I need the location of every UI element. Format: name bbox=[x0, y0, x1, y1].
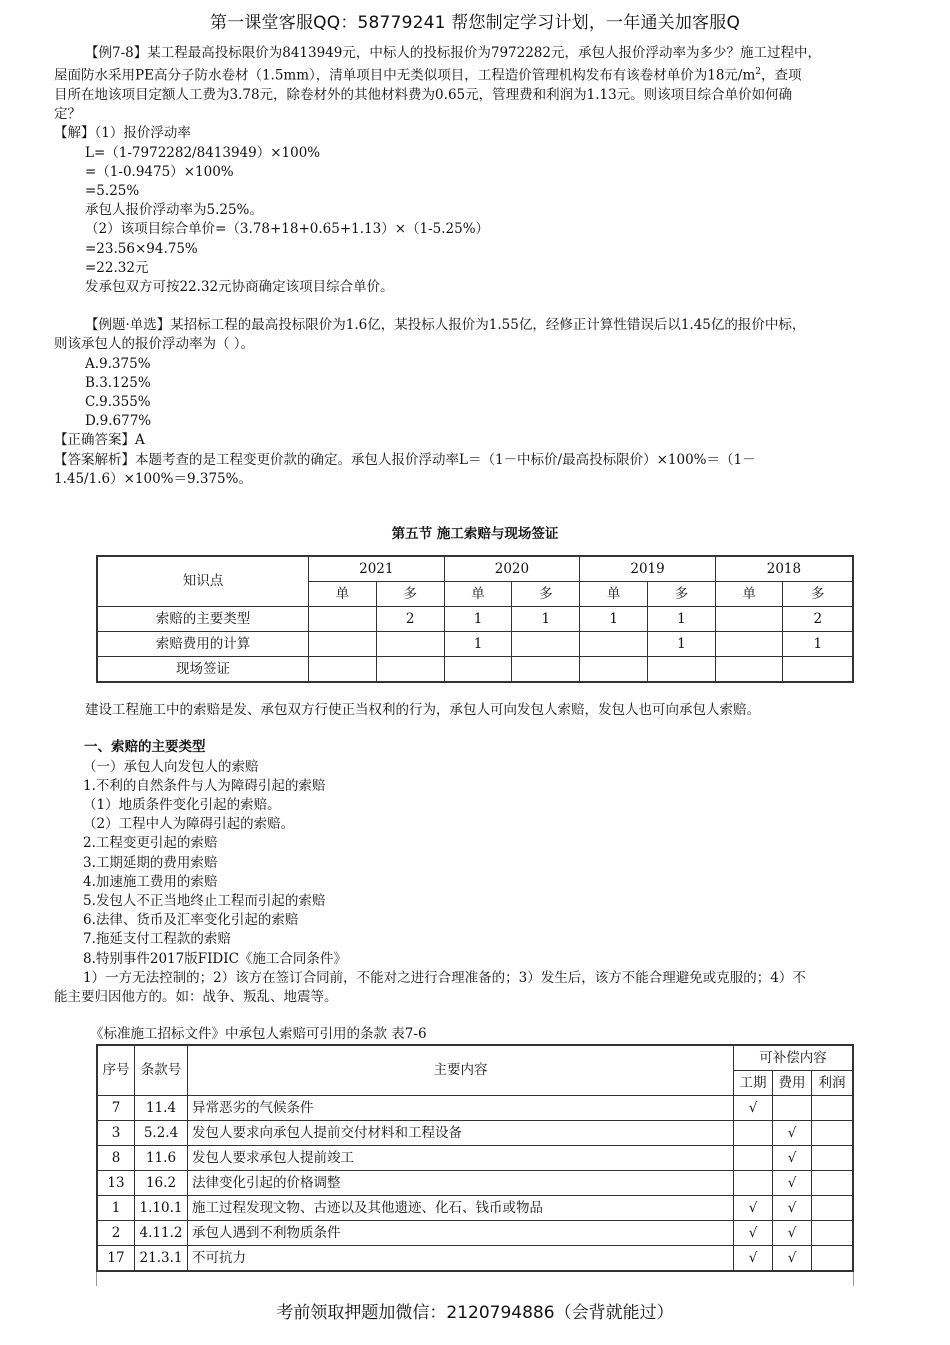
force-majeure-criteria-line1: 1）一方无法控制的；2）该方在签订合同前，不能对之进行合理准备的；3）发生后，该方不能合理避免或克服的；4）不 bbox=[83, 969, 806, 986]
table-row bbox=[97, 657, 853, 683]
table-cell bbox=[309, 632, 377, 657]
table-continuation bbox=[96, 1272, 854, 1286]
table-cell: 1 bbox=[648, 607, 716, 632]
example-7-8-question-line2: 屋面防水采用PE高分子防水卷材（1.5mm），清单项目中无类似项目，工程造价管理机构发布有该卷材单价为18元$/m^2$，查项 bbox=[54, 67, 802, 84]
cell-clause: 11.4 bbox=[135, 1096, 188, 1121]
cell-clause: 4.11.2 bbox=[135, 1221, 188, 1246]
table-row bbox=[97, 1146, 853, 1171]
cell-clause: 16.2 bbox=[135, 1171, 188, 1196]
list-item: 1.不利的自然条件与人为障碍引起的索赔 bbox=[83, 777, 326, 794]
list-item: （2）工程中人为障碍引起的索赔。 bbox=[83, 816, 295, 833]
table-row bbox=[97, 1171, 853, 1196]
solution-step: =5.25% bbox=[85, 182, 140, 199]
cell-cost: √ bbox=[773, 1121, 812, 1146]
cell-content: 异常恶劣的气候条件 bbox=[188, 1096, 734, 1121]
cell-seq: 13 bbox=[97, 1171, 135, 1196]
page-header: 第一课堂客服QQ：58779241 帮您制定学习计划，一年通关加客服Q bbox=[209, 13, 741, 33]
sub-header: 单 bbox=[444, 582, 512, 607]
sub-header: 单 bbox=[309, 582, 377, 607]
table-cell: 1 bbox=[444, 607, 512, 632]
table-cell bbox=[783, 657, 853, 683]
table-cell bbox=[715, 607, 783, 632]
cell-profit bbox=[812, 1171, 854, 1196]
list-item: 7.拖延支付工程款的索赔 bbox=[83, 931, 231, 948]
cell-clause: 1.10.1 bbox=[135, 1196, 188, 1221]
table-cell: 1 bbox=[783, 632, 853, 657]
knowledge-point-header: 知识点 bbox=[97, 556, 309, 607]
solution-heading: 【解】（1）报价浮动率 bbox=[54, 125, 191, 142]
table-cell bbox=[444, 657, 512, 683]
list-item: 8.特别事件2017版FIDIC《施工合同条件》 bbox=[83, 950, 347, 967]
table-row bbox=[97, 1196, 853, 1221]
cell-seq: 17 bbox=[97, 1246, 135, 1272]
cell-profit bbox=[812, 1221, 854, 1246]
example-7-8-question-line4: 定？ bbox=[54, 106, 81, 123]
single-choice-question-line1: 【例题·单选】某招标工程的最高投标限价为1.6亿，某投标人报价为1.55亿，经修正计算性错误后以1.45亿的报价中标， bbox=[85, 317, 806, 334]
answer-analysis-line1: 【答案解析】本题考查的是工程变更价款的确定。承包人报价浮动率L＝（1－中标价/最高投标限价）×100%＝（1－ bbox=[54, 451, 756, 468]
solution-step: （2）该项目综合单价=（3.78+18+0.65+1.13）×（1-5.25%） bbox=[85, 221, 490, 238]
single-choice-question-line2: 则该承包人的报价浮动率为（ ）。 bbox=[54, 336, 255, 353]
solution-step: =（1-0.9475）×100% bbox=[85, 163, 234, 180]
cell-time: √ bbox=[734, 1221, 773, 1246]
cell-profit bbox=[812, 1121, 854, 1146]
cell-seq: 1 bbox=[97, 1196, 135, 1221]
table-cell bbox=[376, 632, 444, 657]
header-profit: 利润 bbox=[812, 1071, 854, 1096]
header-cost: 费用 bbox=[773, 1071, 812, 1096]
cell-clause: 21.3.1 bbox=[135, 1246, 188, 1272]
list-item: 3.工期延期的费用索赔 bbox=[83, 854, 218, 871]
table-row bbox=[97, 1221, 853, 1246]
cell-profit bbox=[812, 1196, 854, 1221]
cell-time bbox=[734, 1171, 773, 1196]
sub-header: 多 bbox=[512, 582, 580, 607]
table-cell bbox=[715, 657, 783, 683]
cell-time: √ bbox=[734, 1246, 773, 1272]
option-c: C.9.355% bbox=[85, 393, 151, 410]
cell-cost: √ bbox=[773, 1146, 812, 1171]
table-cell: 2 bbox=[783, 607, 853, 632]
option-b: B.3.125% bbox=[85, 374, 151, 391]
table-row bbox=[97, 1096, 853, 1121]
document-body bbox=[54, 44, 896, 1286]
cell-content: 发包人要求承包人提前竣工 bbox=[188, 1146, 734, 1171]
cell-clause: 5.2.4 bbox=[135, 1121, 188, 1146]
sub-header: 单 bbox=[715, 582, 783, 607]
example-7-8-question-line1: 【例7-8】某工程最高投标限价为8413949元，中标人的投标报价为7972282元，承包人报价浮动率为多少？施工过程中， bbox=[85, 45, 821, 61]
answer-analysis-line2: 1.45/1.6）×100%＝9.375%。 bbox=[54, 470, 252, 487]
table-cell: 2 bbox=[376, 607, 444, 632]
year-header: 2021 bbox=[309, 556, 445, 582]
cell-content: 法律变化引起的价格调整 bbox=[188, 1171, 734, 1196]
header-compensable: 可补偿内容 bbox=[734, 1045, 854, 1071]
table-row bbox=[97, 632, 853, 657]
cell-seq: 3 bbox=[97, 1121, 135, 1146]
table-row bbox=[97, 1121, 853, 1146]
cell-seq: 8 bbox=[97, 1146, 135, 1171]
cell-content: 发包人要求向承包人提前交付材料和工程设备 bbox=[188, 1121, 734, 1146]
list-item: 2.工程变更引起的索赔 bbox=[83, 835, 218, 852]
sub-header: 多 bbox=[376, 582, 444, 607]
cell-cost: √ bbox=[773, 1246, 812, 1272]
cell-clause: 11.6 bbox=[135, 1146, 188, 1171]
cell-time bbox=[734, 1121, 773, 1146]
table-cell: 1 bbox=[580, 607, 648, 632]
cell-cost bbox=[773, 1096, 812, 1121]
cell-profit bbox=[812, 1246, 854, 1272]
example-7-8-question-line3: 目所在地该项目定额人工费为3.78元，除卷材外的其他材料费为0.65元，管理费和利润为1.13元。则该项目综合单价如何确 bbox=[54, 86, 793, 103]
solution-step: 承包人报价浮动率为5.25%。 bbox=[85, 202, 263, 219]
solution-step: L=（1-7972282/8413949）×100% bbox=[85, 144, 321, 161]
option-d: D.9.677% bbox=[85, 413, 152, 430]
cell-cost: √ bbox=[773, 1196, 812, 1221]
page-footer: 考前领取押题加微信：2120794886（会背就能过） bbox=[276, 1303, 674, 1323]
cell-profit bbox=[812, 1146, 854, 1171]
cell-cost: √ bbox=[773, 1221, 812, 1246]
solution-step: =22.32元 bbox=[85, 259, 149, 276]
table-cell bbox=[309, 657, 377, 683]
row-label: 现场签证 bbox=[97, 657, 309, 683]
list-item: 4.加速施工费用的索赔 bbox=[83, 873, 218, 890]
cell-time bbox=[734, 1146, 773, 1171]
claim-clauses-table bbox=[96, 1044, 854, 1272]
option-a: A.9.375% bbox=[85, 355, 151, 372]
year-header: 2020 bbox=[444, 556, 580, 582]
header-time: 工期 bbox=[734, 1071, 773, 1096]
solution-conclusion: 发承包双方可按22.32元协商确定该项目综合单价。 bbox=[85, 278, 394, 295]
sub-header: 单 bbox=[580, 582, 648, 607]
row-label: 索赔费用的计算 bbox=[97, 632, 309, 657]
table-row bbox=[97, 1246, 853, 1272]
cell-seq: 2 bbox=[97, 1221, 135, 1246]
subheading-contractor-claims: （一）承包人向发包人的索赔 bbox=[83, 758, 259, 775]
cell-cost: √ bbox=[773, 1171, 812, 1196]
table-cell bbox=[376, 657, 444, 683]
table-cell: 1 bbox=[444, 632, 512, 657]
correct-answer: 【正确答案】A bbox=[54, 432, 145, 449]
table-row bbox=[97, 607, 853, 632]
table-cell bbox=[715, 632, 783, 657]
section-title: 第五节 施工索赔与现场签证 bbox=[391, 525, 559, 542]
year-header: 2019 bbox=[580, 556, 716, 582]
cell-seq: 7 bbox=[97, 1096, 135, 1121]
table-cell: 1 bbox=[648, 632, 716, 657]
table-cell bbox=[580, 632, 648, 657]
table-cell bbox=[648, 657, 716, 683]
cell-profit bbox=[812, 1096, 854, 1121]
section-intro: 建设工程施工中的索赔是发、承包双方行使正当权利的行为，承包人可向发包人索赔，发包人也可向承包人索赔。 bbox=[85, 702, 760, 719]
exam-frequency-table bbox=[96, 555, 854, 683]
sub-header: 多 bbox=[648, 582, 716, 607]
cell-time: √ bbox=[734, 1096, 773, 1121]
force-majeure-criteria-line2: 能主要归因他方的。如：战争、叛乱、地震等。 bbox=[54, 989, 338, 1006]
list-item: （1）地质条件变化引起的索赔。 bbox=[83, 796, 281, 813]
table-7-6-caption: 《标准施工招标文件》中承包人索赔可引用的条款 表7-6 bbox=[90, 1026, 427, 1043]
heading-claim-types: 一、索赔的主要类型 bbox=[84, 739, 206, 756]
header-content: 主要内容 bbox=[188, 1045, 734, 1096]
sub-header: 多 bbox=[783, 582, 853, 607]
list-item: 6.法律、货币及汇率变化引起的索赔 bbox=[83, 912, 299, 929]
table-cell bbox=[512, 632, 580, 657]
header-seq: 序号 bbox=[97, 1045, 135, 1096]
solution-step: =23.56×94.75% bbox=[85, 240, 198, 257]
table-cell bbox=[309, 607, 377, 632]
cell-content: 施工过程发现文物、古迹以及其他遗迹、化石、钱币或物品 bbox=[188, 1196, 734, 1221]
cell-content: 不可抗力 bbox=[188, 1246, 734, 1272]
list-item: 5.发包人不正当地终止工程而引起的索赔 bbox=[83, 893, 326, 909]
year-header: 2018 bbox=[715, 556, 853, 582]
header-clause: 条款号 bbox=[135, 1045, 188, 1096]
table-cell bbox=[580, 657, 648, 683]
table-cell: 1 bbox=[512, 607, 580, 632]
cell-content: 承包人遇到不利物质条件 bbox=[188, 1221, 734, 1246]
cell-time: √ bbox=[734, 1196, 773, 1221]
table-cell bbox=[512, 657, 580, 683]
row-label: 索赔的主要类型 bbox=[97, 607, 309, 632]
